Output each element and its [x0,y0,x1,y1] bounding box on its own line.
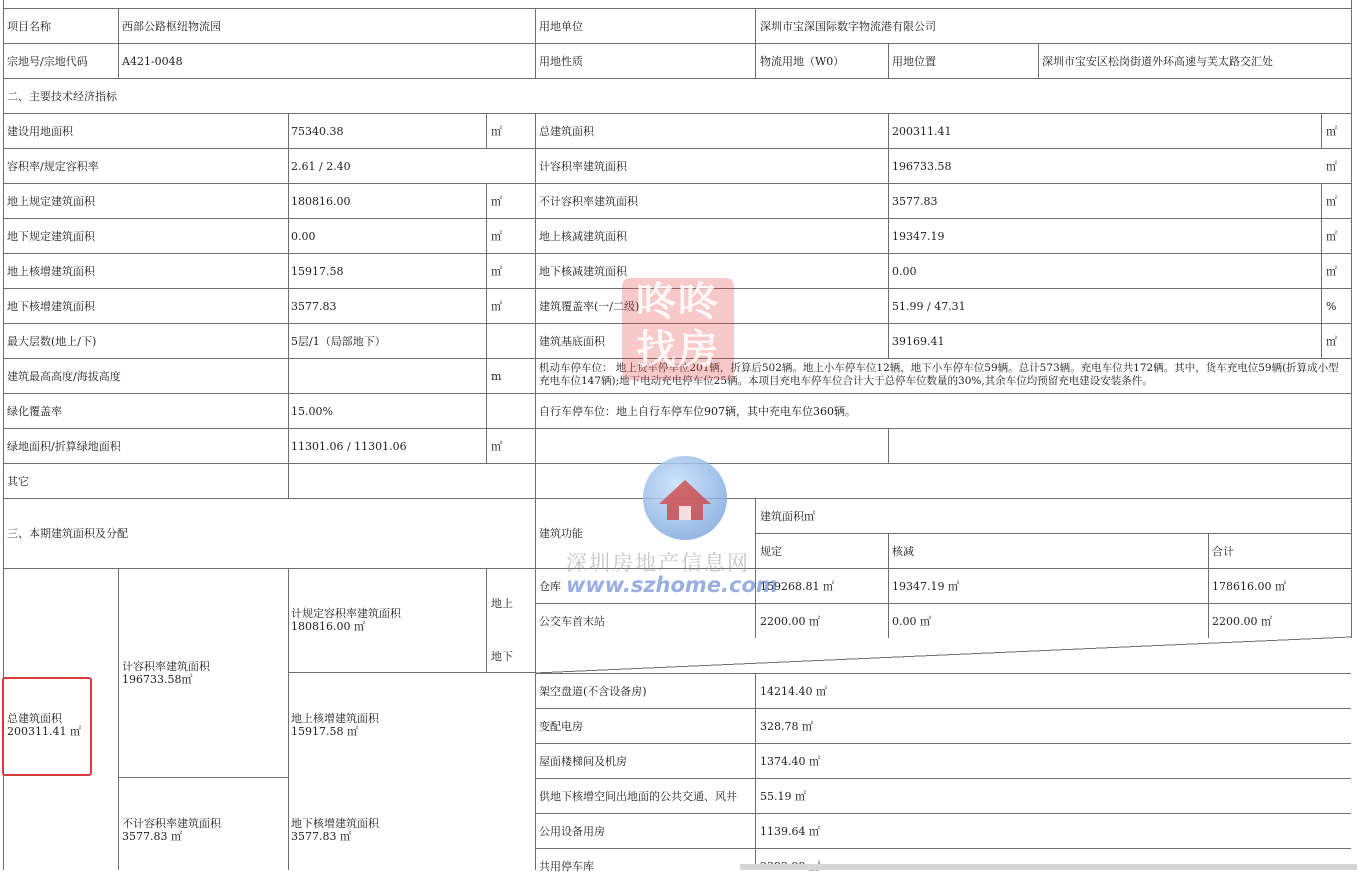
indicator-label-2: 地下核减建筑面积 [539,265,627,278]
indicator-unit: ㎡ [491,125,502,138]
project-name-value: 西部公路枢纽物流园 [122,20,221,33]
indicator-unit: ㎡ [491,265,502,278]
building-function-label: 建筑功能 [539,527,583,540]
indicator-value-2: 19347.19 [892,230,945,243]
indicator-unit-2: ㎡ [1326,265,1337,278]
total-area-highlight-box [2,677,92,776]
indicator-value-2: 200311.41 [892,125,952,138]
column-regulated: 规定 [760,545,782,558]
land-unit-label: 用地单位 [539,20,583,33]
increase-item-name: 架空盘道(不含设备房) [539,685,647,698]
section-3-title: 三、本期建筑面积及分配 [7,527,128,540]
increase-item-value: 328.78 ㎡ [760,720,813,733]
watermark-site-url: www.szhome.com [566,573,778,597]
increase-item-name: 屋面楼梯间及机房 [539,755,627,768]
increase-item-value: 14214.40 ㎡ [760,685,827,698]
max-height-unit: m [491,370,502,383]
indicator-label: 建设用地面积 [7,125,73,138]
indicator-value: 2.61 / 2.40 [291,160,351,173]
use-name: 公交车首末站 [539,615,605,628]
watermark-site-name: 深圳房地产信息网 [566,551,750,575]
use-regulated: 159268.81 ㎡ [760,580,834,593]
indicator-label: 地下核增建筑面积 [7,300,95,313]
above-ground-label: 地上 [491,597,513,610]
indicator-value: 5层/1（局部地下） [291,335,386,348]
increase-item-name: 供地下核增空间出地面的公共交通、风井 [539,790,737,803]
use-reduced: 0.00 ㎡ [892,615,931,628]
other-label: 其它 [7,475,29,488]
below-ground-label: 地下 [491,650,513,663]
land-nature-value: 物流用地（W0） [760,55,845,68]
below-ground-increase-area: 地下核增建筑面积 3577.83 ㎡ [291,817,379,843]
indicator-label: 地上规定建筑面积 [7,195,95,208]
horizontal-scrollbar[interactable] [740,864,1357,870]
use-name: 仓库 [539,580,561,593]
max-height-label: 建筑最高高度/海拔高度 [7,370,121,383]
land-unit-value: 深圳市宝深国际数字物流港有限公司 [760,20,936,33]
column-reduced: 核减 [892,545,914,558]
parcel-code-value: A421-0048 [122,55,183,68]
regulated-far-area: 计规定容积率建筑面积 180816.00 ㎡ [291,607,401,633]
increase-item-name: 公用设备用房 [539,825,605,838]
indicator-value-2: 196733.58 [892,160,952,173]
indicator-label-2: 建筑覆盖率(一/二级) [539,300,640,313]
indicator-value: 15917.58 [291,265,344,278]
building-area-header: 建筑面积㎡ [760,510,815,523]
land-nature-label: 用地性质 [539,55,583,68]
bicycle-parking-note: 自行车停车位：地上自行车停车位907辆，其中充电车位360辆。 [539,405,856,418]
indicator-value: 75340.38 [291,125,344,138]
increase-item-value: 55.19 ㎡ [760,790,806,803]
indicator-value-2: 39169.41 [892,335,945,348]
vehicle-parking-note: 机动车停车位： 地上货车停车位201辆，折算后502辆。地上小车停车位12辆，地下小车停车位59辆。总计573辆。充电车位共172辆。其中，货车充电位59辆(折算成小型充电车位147辆);地下电动充电停车位25辆。本项目充电车停车位合计大于总停车位数量的30%,其余车位均预留充电建设安装条件。 [539,362,1339,387]
indicator-unit-2: ㎡ [1326,195,1337,208]
green-coverage-value: 15.00% [291,405,333,418]
indicator-unit-2: ㎡ [1326,230,1337,243]
indicator-label: 地下规定建筑面积 [7,230,95,243]
indicator-label-2: 计容积率建筑面积 [539,160,627,173]
far-building-area: 计容积率建筑面积 196733.58㎡ [122,660,210,686]
indicator-unit-2: ㎡ [1326,125,1337,138]
use-total: 178616.00 ㎡ [1212,580,1286,593]
green-coverage-label: 绿化覆盖率 [7,405,62,418]
dongdong-watermark: 咚咚 找房 [622,278,734,380]
increase-item-name: 共用停车库 [539,860,594,873]
indicator-value-2: 0.00 [892,265,917,278]
green-area-value: 11301.06 / 11301.06 [291,440,407,453]
indicator-unit: ㎡ [491,300,502,313]
land-location-value: 深圳市宝安区松岗街道外环高速与芙太路交汇处 [1042,55,1273,68]
non-far-building-area: 不计容积率建筑面积 3577.83 ㎡ [122,817,221,843]
green-area-label: 绿地面积/折算绿地面积 [7,440,121,453]
total-building-area: 总建筑面积 200311.41 ㎡ [7,712,81,738]
section-2-title: 二、主要技术经济指标 [7,90,117,103]
indicator-label: 容积率/规定容积率 [7,160,99,173]
increase-item-name: 变配电房 [539,720,583,733]
indicator-label: 地上核增建筑面积 [7,265,95,278]
green-area-unit: ㎡ [491,440,502,453]
use-total: 2200.00 ㎡ [1212,615,1272,628]
column-total: 合计 [1212,545,1234,558]
indicator-value: 3577.83 [291,300,337,313]
indicator-label-2: 地上核减建筑面积 [539,230,627,243]
increase-item-value: 1374.40 ㎡ [760,755,820,768]
parcel-code-label: 宗地号/宗地代码 [7,55,88,68]
above-ground-increase-area: 地上核增建筑面积 15917.58 ㎡ [291,712,379,738]
indicator-unit-2: % [1326,300,1337,313]
indicator-unit-2: ㎡ [1326,335,1337,348]
use-reduced: 19347.19 ㎡ [892,580,959,593]
indicator-label-2: 不计容积率建筑面积 [539,195,638,208]
indicator-unit: ㎡ [491,195,502,208]
indicator-value-2: 51.99 / 47.31 [892,300,966,313]
project-name-label: 项目名称 [7,20,51,33]
use-regulated: 2200.00 ㎡ [760,615,820,628]
land-location-label: 用地位置 [892,55,936,68]
increase-item-value: 1139.64 ㎡ [760,825,820,838]
indicator-label-2: 建筑基底面积 [539,335,605,348]
indicator-label: 最大层数(地上/下) [7,335,97,348]
indicator-value-2: 3577.83 [892,195,938,208]
indicator-value: 0.00 [291,230,316,243]
indicator-value: 180816.00 [291,195,351,208]
indicator-label-2: 总建筑面积 [539,125,594,138]
indicator-unit: ㎡ [491,230,502,243]
indicator-unit-2: ㎡ [1326,160,1337,173]
